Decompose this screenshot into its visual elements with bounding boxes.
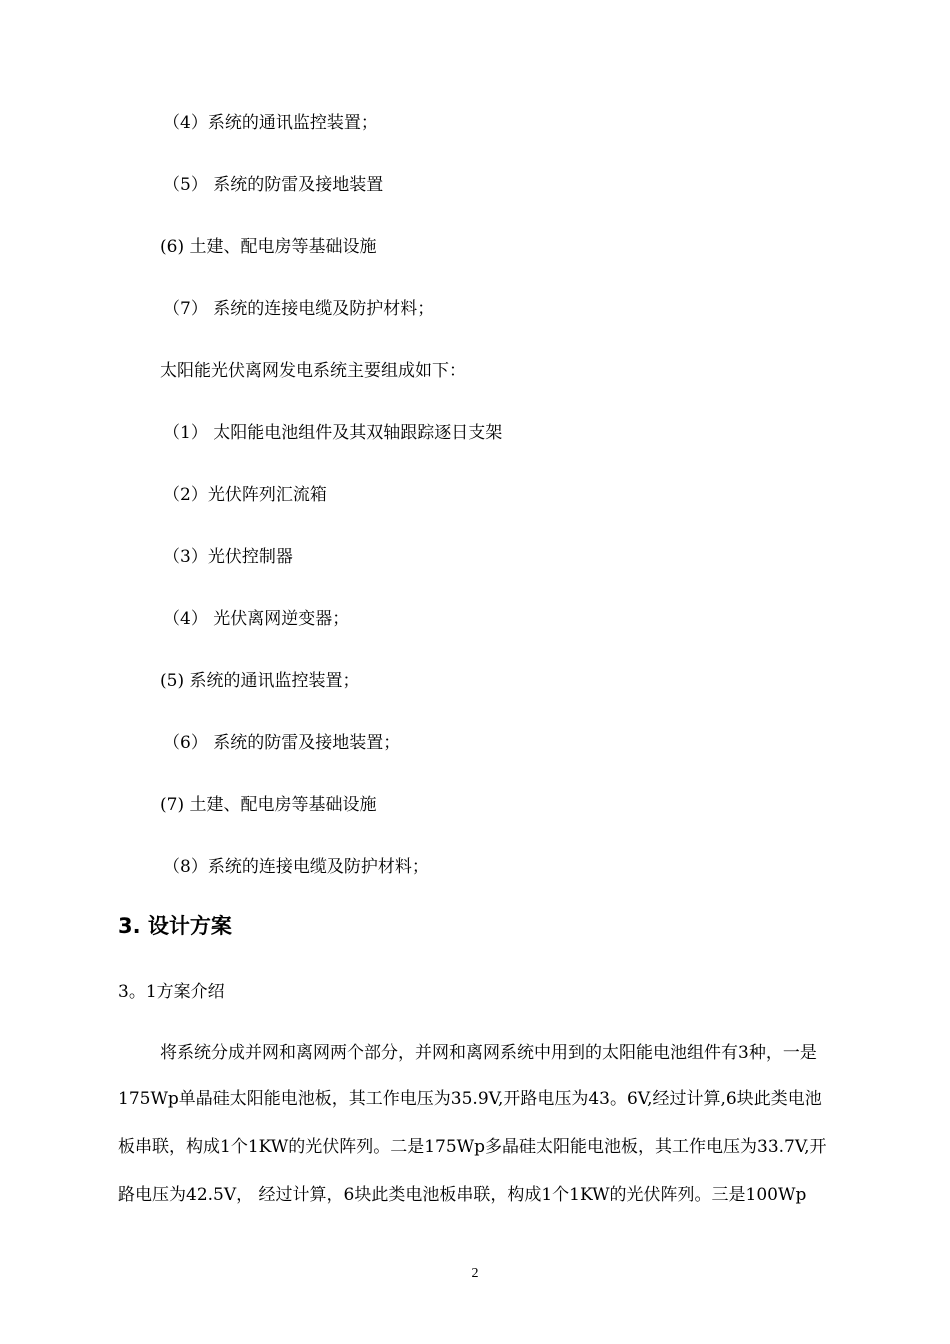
page-number: 2 [471, 1266, 479, 1281]
paragraph-line: 路电压为42.5V， 经过计算，6块此类电池板串联，构成1个1KW的光伏阵列。三是100Wp [118, 1185, 807, 1205]
list-item: （7） 系统的连接电缆及防护材料； [163, 299, 435, 319]
section-heading: 3. 设计方案 [118, 914, 232, 938]
list-item: （1） 太阳能电池组件及其双轴跟踪逐日支架 [163, 423, 503, 443]
list-item: （2）光伏阵列汇流箱 [163, 485, 327, 505]
list-item: （3）光伏控制器 [163, 547, 293, 567]
list-item: （4）系统的通讯监控装置； [163, 113, 378, 133]
list-item: (7) 土建、配电房等基础设施 [160, 795, 377, 815]
paragraph-line: 板串联，构成1个1KW的光伏阵列。二是175Wp多晶硅太阳能电池板，其工作电压为33.7V,开 [118, 1137, 827, 1157]
list-item: (5) 系统的通讯监控装置； [160, 671, 360, 691]
paragraph-line: 将系统分成并网和离网两个部分，并网和离网系统中用到的太阳能电池组件有3种，一是 [160, 1043, 817, 1063]
subsection-heading: 3。1方案介绍 [118, 982, 225, 1002]
list-item: (6) 土建、配电房等基础设施 [160, 237, 377, 257]
paragraph-line: 175Wp单晶硅太阳能电池板，其工作电压为35.9V,开路电压为43。6V,经过计算,6块此类电池 [118, 1089, 822, 1109]
list-item: （8）系统的连接电缆及防护材料； [163, 857, 429, 877]
offgrid-intro-text: 太阳能光伏离网发电系统主要组成如下： [160, 361, 466, 381]
list-item: （5） 系统的防雷及接地装置 [163, 175, 384, 195]
list-item: （6） 系统的防雷及接地装置； [163, 733, 401, 753]
list-item: （4） 光伏离网逆变器； [163, 609, 350, 629]
